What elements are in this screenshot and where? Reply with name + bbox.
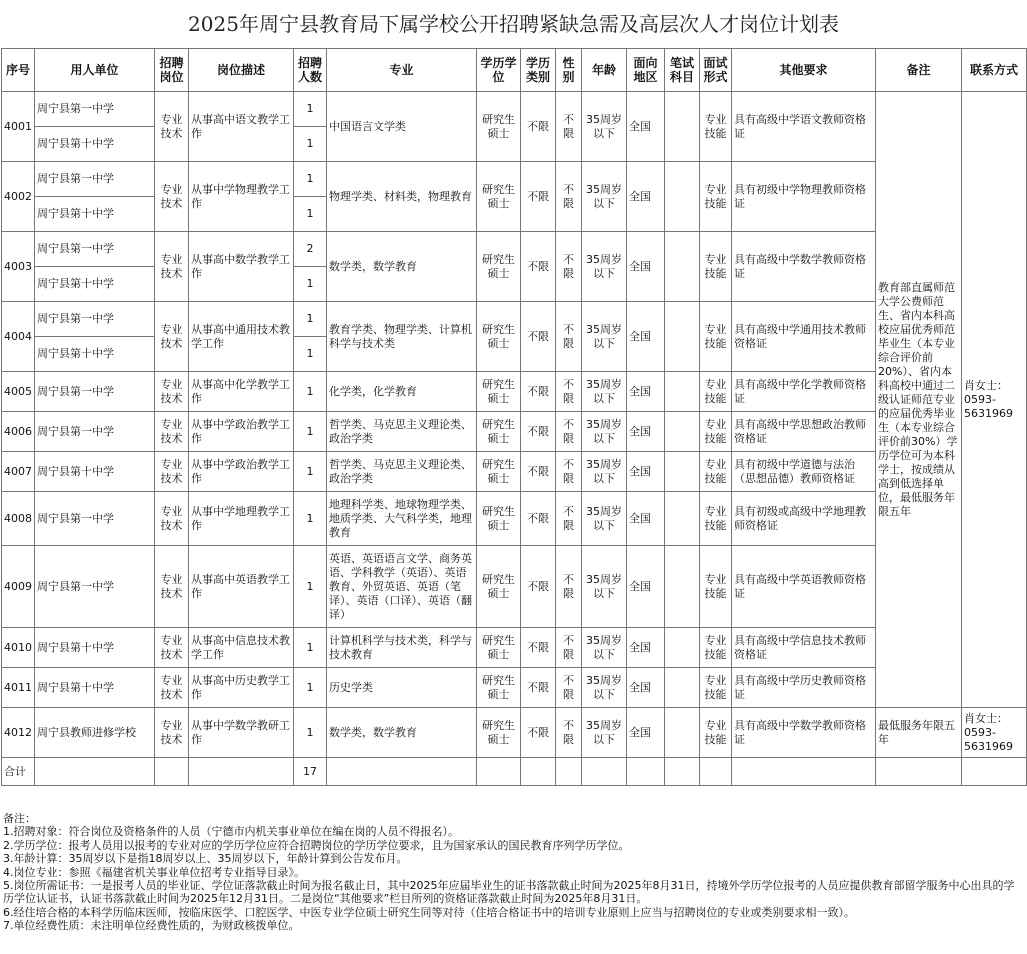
count-cell: 2 [294,232,327,267]
table-row [2,302,1027,337]
region-cell: 全国 [627,372,665,412]
edu-cat-cell: 不限 [521,546,556,628]
edu-cat-cell: 不限 [521,628,556,668]
written-cell [665,302,700,372]
desc-cell: 从事高中英语教学工作 [189,546,294,628]
gender-cell: 不限 [556,628,582,668]
degree-cell: 研究生硕士 [477,708,521,758]
header-seq: 序号 [2,49,35,92]
interview-cell: 专业技能 [700,492,732,546]
degree-cell: 研究生硕士 [477,668,521,708]
post-type-cell: 专业技术 [155,628,189,668]
count-cell: 1 [294,267,327,302]
note-line: 1.招聘对象：符合岗位及资格条件的人员（宁德市内机关事业单位在编在岗的人员不得报名）。 [3,825,459,839]
unit-cell: 周宁县第十中学 [35,628,155,668]
age-cell: 35周岁以下 [582,302,627,372]
total-empty-cell [962,758,1027,786]
total-empty-cell [327,758,477,786]
unit-cell: 周宁县第十中学 [35,452,155,492]
post-type-cell: 专业技术 [155,546,189,628]
gender-cell: 不限 [556,492,582,546]
total-empty-cell [627,758,665,786]
post-type-cell: 专业技术 [155,708,189,758]
header-desc: 岗位描述 [189,49,294,92]
unit-cell: 周宁县第一中学 [35,492,155,546]
interview-cell: 专业技能 [700,452,732,492]
total-label: 合计 [2,758,35,786]
interview-cell: 专业技能 [700,708,732,758]
post-type-cell: 专业技术 [155,302,189,372]
count-cell: 1 [294,302,327,337]
count-cell: 1 [294,162,327,197]
major-cell: 哲学类、马克思主义理论类、政治学类 [327,412,477,452]
header-gender: 性别 [556,49,582,92]
gender-cell: 不限 [556,372,582,412]
table-row [2,668,1027,708]
written-cell [665,492,700,546]
degree-cell: 研究生硕士 [477,92,521,162]
edu-cat-cell: 不限 [521,708,556,758]
age-cell: 35周岁以下 [582,708,627,758]
gender-cell: 不限 [556,546,582,628]
major-cell: 化学类，化学教育 [327,372,477,412]
region-cell: 全国 [627,546,665,628]
seq-cell: 4004 [2,302,35,372]
age-cell: 35周岁以下 [582,412,627,452]
degree-cell: 研究生硕士 [477,162,521,232]
note-line: 4.岗位专业：参照《福建省机关事业单位招考专业指导目录》。 [3,865,305,879]
edu-cat-cell: 不限 [521,492,556,546]
table-row [2,232,1027,267]
count-cell: 1 [294,708,327,758]
edu-cat-cell: 不限 [521,302,556,372]
header-written: 笔试科目 [665,49,700,92]
post-type-cell: 专业技术 [155,372,189,412]
note-line: 7.单位经费性质：未注明单位经费性质的，为财政核拨单位。 [3,919,300,933]
region-cell: 全国 [627,492,665,546]
written-cell [665,372,700,412]
other-cell: 具有高级中学信息技术教师资格证 [732,628,876,668]
table-header-row [2,49,1027,92]
count-cell: 1 [294,337,327,372]
header-degree: 学历学位 [477,49,521,92]
post-type-cell: 专业技术 [155,492,189,546]
header-other: 其他要求 [732,49,876,92]
table-row [2,628,1027,668]
degree-cell: 研究生硕士 [477,232,521,302]
age-cell: 35周岁以下 [582,92,627,162]
region-cell: 全国 [627,232,665,302]
note-line: 6.经住培合格的本科学历临床医师，按临床医学、口腔医学、中医专业学位硕士研究生同等对待（住培合格证书中的培训专业原则上应当与招聘岗位的专业或类别要求相一致）。 [3,905,855,919]
gender-cell: 不限 [556,412,582,452]
count-cell: 1 [294,452,327,492]
edu-cat-cell: 不限 [521,372,556,412]
interview-cell: 专业技能 [700,92,732,162]
header-contact: 联系方式 [962,49,1027,92]
header-edu-cat: 学历类别 [521,49,556,92]
degree-cell: 研究生硕士 [477,302,521,372]
total-empty-cell [155,758,189,786]
table-row [2,492,1027,546]
region-cell: 全国 [627,162,665,232]
seq-cell: 4012 [2,708,35,758]
major-cell: 物理学类、材料类，物理教育 [327,162,477,232]
age-cell: 35周岁以下 [582,452,627,492]
total-empty-cell [477,758,521,786]
table-row [2,162,1027,197]
major-cell: 数学类，数学教育 [327,708,477,758]
seq-cell: 4007 [2,452,35,492]
note-line: 2.学历学位：报考人员用以报考的专业对应的学历学位应符合招聘岗位的学历学位要求，且为国家承认的国民教育序列学历学位。 [3,838,630,852]
age-cell: 35周岁以下 [582,546,627,628]
age-cell: 35周岁以下 [582,162,627,232]
table-row [2,546,1027,628]
header-major: 专业 [327,49,477,92]
total-count: 17 [294,758,327,786]
header-unit: 用人单位 [35,49,155,92]
edu-cat-cell: 不限 [521,452,556,492]
edu-cat-cell: 不限 [521,162,556,232]
desc-cell: 从事中学地理教学工作 [189,492,294,546]
total-empty-cell [556,758,582,786]
gender-cell: 不限 [556,92,582,162]
edu-cat-cell: 不限 [521,412,556,452]
count-cell: 1 [294,546,327,628]
other-cell: 具有高级中学语文教师资格证 [732,92,876,162]
unit-cell: 周宁县第十中学 [35,668,155,708]
gender-cell: 不限 [556,708,582,758]
written-cell [665,92,700,162]
unit-cell: 周宁县第十中学 [35,267,155,302]
table-row [2,92,1027,127]
major-cell: 教育学类、物理学类、计算机科学与技术类 [327,302,477,372]
gender-cell: 不限 [556,452,582,492]
post-type-cell: 专业技术 [155,668,189,708]
total-empty-cell [582,758,627,786]
edu-cat-cell: 不限 [521,232,556,302]
seq-cell: 4010 [2,628,35,668]
post-type-cell: 专业技术 [155,162,189,232]
written-cell [665,628,700,668]
note-line: 备注： [3,812,36,825]
unit-cell: 周宁县第十中学 [35,127,155,162]
gender-cell: 不限 [556,302,582,372]
written-cell [665,668,700,708]
edu-cat-cell: 不限 [521,92,556,162]
interview-cell: 专业技能 [700,232,732,302]
desc-cell: 从事高中数学教学工作 [189,232,294,302]
written-cell [665,412,700,452]
unit-cell: 周宁县第十中学 [35,197,155,232]
count-cell: 1 [294,628,327,668]
interview-cell: 专业技能 [700,412,732,452]
desc-cell: 从事中学物理教学工作 [189,162,294,232]
degree-cell: 研究生硕士 [477,546,521,628]
other-cell: 具有初级中学道德与法治（思想品德）教师资格证 [732,452,876,492]
unit-cell: 周宁县第十中学 [35,337,155,372]
unit-cell: 周宁县教师进修学校 [35,708,155,758]
major-cell: 中国语言文学类 [327,92,477,162]
seq-cell: 4005 [2,372,35,412]
unit-cell: 周宁县第一中学 [35,92,155,127]
seq-cell: 4008 [2,492,35,546]
seq-cell: 4006 [2,412,35,452]
table-body [2,92,1027,786]
other-cell: 具有高级中学数学教师资格证 [732,232,876,302]
gender-cell: 不限 [556,668,582,708]
major-cell: 英语、英语语言文学、商务英语、学科教学（英语）、英语教育、外贸英语、英语（笔译）、英语（口译）、英语（翻译） [327,546,477,628]
age-cell: 35周岁以下 [582,628,627,668]
seq-cell: 4011 [2,668,35,708]
remark-cell-last: 最低服务年限五年 [876,708,962,758]
interview-cell: 专业技能 [700,668,732,708]
header-remark: 备注 [876,49,962,92]
total-empty-cell [876,758,962,786]
job-plan-table [1,48,1027,786]
gender-cell: 不限 [556,162,582,232]
major-cell: 历史学类 [327,668,477,708]
degree-cell: 研究生硕士 [477,452,521,492]
other-cell: 具有高级中学历史教师资格证 [732,668,876,708]
count-cell: 1 [294,492,327,546]
interview-cell: 专业技能 [700,162,732,232]
written-cell [665,452,700,492]
interview-cell: 专业技能 [700,628,732,668]
note-line: 3.年龄计算：35周岁以下是指18周岁以上、35周岁以下，年龄计算到公告发布月。 [3,852,408,866]
region-cell: 全国 [627,628,665,668]
header-post-type: 招聘岗位 [155,49,189,92]
note-line: 5.岗位所需证书：一是报考人员的毕业证、学位证落款截止时间为报名截止日，其中2025年应届毕业生的证书落款截止时间为2025年8月31日，持境外学历学位报考的人员应提供教育部留学服务中心出具的学历学位认证书，认证书落款截止时间为2025年12月31日。二是岗位“其他要求”栏目所列的资格证落款截止时间为2025年8月31日。 [3,879,1015,906]
notes-section [3,812,1023,933]
count-cell: 1 [294,372,327,412]
interview-cell: 专业技能 [700,372,732,412]
interview-cell: 专业技能 [700,302,732,372]
header-interview: 面试形式 [700,49,732,92]
region-cell: 全国 [627,452,665,492]
gender-cell: 不限 [556,232,582,302]
desc-cell: 从事中学政治教学工作 [189,412,294,452]
count-cell: 1 [294,197,327,232]
post-type-cell: 专业技术 [155,452,189,492]
degree-cell: 研究生硕士 [477,492,521,546]
seq-cell: 4009 [2,546,35,628]
major-cell: 地理科学类、地球物理学类、地质学类、大气科学类，地理教育 [327,492,477,546]
desc-cell: 从事高中语文教学工作 [189,92,294,162]
age-cell: 35周岁以下 [582,232,627,302]
written-cell [665,232,700,302]
region-cell: 全国 [627,668,665,708]
count-cell: 1 [294,127,327,162]
table-row [2,372,1027,412]
post-type-cell: 专业技术 [155,92,189,162]
total-empty-cell [521,758,556,786]
edu-cat-cell: 不限 [521,668,556,708]
header-count: 招聘人数 [294,49,327,92]
other-cell: 具有初级或高级中学地理教师资格证 [732,492,876,546]
major-cell: 计算机科学与技术类，科学与技术教育 [327,628,477,668]
unit-cell: 周宁县第一中学 [35,302,155,337]
degree-cell: 研究生硕士 [477,412,521,452]
other-cell: 具有高级中学思想政治教师资格证 [732,412,876,452]
region-cell: 全国 [627,708,665,758]
header-age: 年龄 [582,49,627,92]
region-cell: 全国 [627,302,665,372]
desc-cell: 从事中学政治教学工作 [189,452,294,492]
page-title: 2025年周宁县教育局下属学校公开招聘紧缺急需及高层次人才岗位计划表 [188,12,839,36]
interview-cell: 专业技能 [700,546,732,628]
other-cell: 具有高级中学通用技术教师资格证 [732,302,876,372]
desc-cell: 从事高中通用技术教学工作 [189,302,294,372]
seq-cell: 4002 [2,162,35,232]
age-cell: 35周岁以下 [582,668,627,708]
region-cell: 全国 [627,412,665,452]
seq-cell: 4001 [2,92,35,162]
total-empty-cell [35,758,155,786]
desc-cell: 从事中学数学教研工作 [189,708,294,758]
unit-cell: 周宁县第一中学 [35,546,155,628]
desc-cell: 从事高中历史教学工作 [189,668,294,708]
desc-cell: 从事高中信息技术教学工作 [189,628,294,668]
total-row [2,758,1027,786]
header-region: 面向地区 [627,49,665,92]
table-row [2,452,1027,492]
contact-cell: 肖女士：0593-5631969 [962,92,1027,708]
other-cell: 具有高级中学数学教师资格证 [732,708,876,758]
total-empty-cell [700,758,732,786]
contact-cell-last: 肖女士：0593-5631969 [962,708,1027,758]
unit-cell: 周宁县第一中学 [35,372,155,412]
post-type-cell: 专业技术 [155,412,189,452]
written-cell [665,162,700,232]
unit-cell: 周宁县第一中学 [35,232,155,267]
seq-cell: 4003 [2,232,35,302]
table-row [2,708,1027,758]
major-cell: 哲学类、马克思主义理论类、政治学类 [327,452,477,492]
unit-cell: 周宁县第一中学 [35,412,155,452]
other-cell: 具有初级中学物理教师资格证 [732,162,876,232]
total-empty-cell [732,758,876,786]
total-empty-cell [189,758,294,786]
count-cell: 1 [294,92,327,127]
age-cell: 35周岁以下 [582,492,627,546]
other-cell: 具有高级中学英语教师资格证 [732,546,876,628]
written-cell [665,708,700,758]
degree-cell: 研究生硕士 [477,628,521,668]
count-cell: 1 [294,668,327,708]
major-cell: 数学类，数学教育 [327,232,477,302]
written-cell [665,546,700,628]
table-row [2,412,1027,452]
post-type-cell: 专业技术 [155,232,189,302]
count-cell: 1 [294,412,327,452]
unit-cell: 周宁县第一中学 [35,162,155,197]
total-empty-cell [665,758,700,786]
other-cell: 具有高级中学化学教师资格证 [732,372,876,412]
age-cell: 35周岁以下 [582,372,627,412]
desc-cell: 从事高中化学教学工作 [189,372,294,412]
degree-cell: 研究生硕士 [477,372,521,412]
remark-cell: 教育部直属师范大学公费师范生、省内本科高校应届优秀师范毕业生（本专业综合评价前20%）、省内本科高校中通过二级认证师范专业的应届优秀毕业生（本专业综合评价前30%）学历学位可为本科学士，按成绩从高到低选择单位，最低服务年限五年 [876,92,962,708]
region-cell: 全国 [627,92,665,162]
